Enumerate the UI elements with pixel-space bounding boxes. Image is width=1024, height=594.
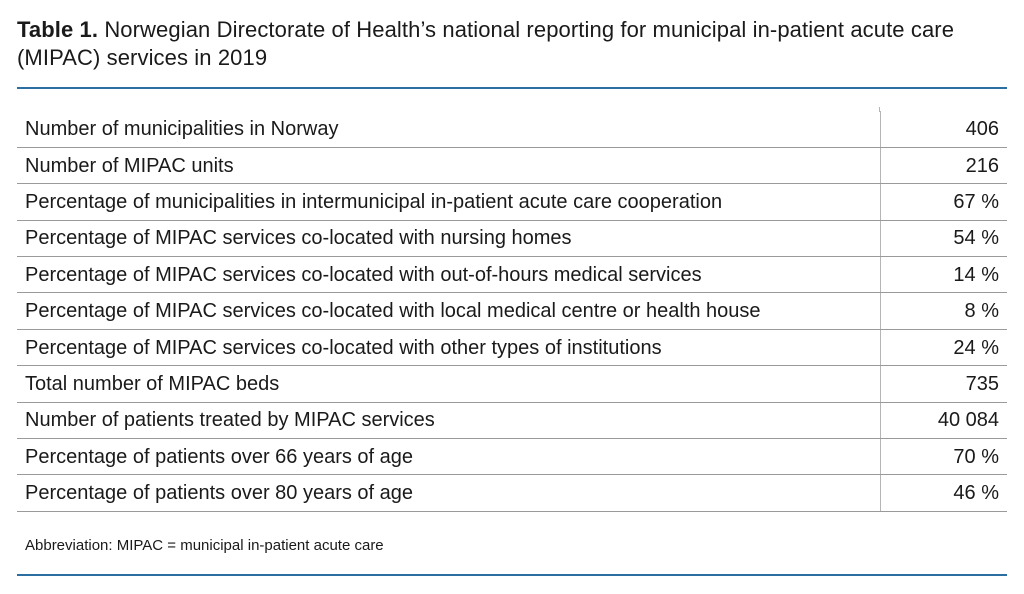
table-row bbox=[17, 184, 1007, 220]
table-row bbox=[17, 257, 1007, 293]
table-caption-label: Table 1. bbox=[17, 17, 99, 42]
row-label: Number of MIPAC units bbox=[17, 147, 880, 183]
table-row bbox=[17, 220, 1007, 256]
row-label: Percentage of patients over 80 years of age bbox=[17, 475, 880, 511]
bottom-rule bbox=[17, 574, 1007, 576]
table-row bbox=[17, 439, 1007, 475]
top-rule bbox=[17, 87, 1007, 89]
row-value: 24 % bbox=[880, 329, 1007, 365]
row-value: 735 bbox=[880, 366, 1007, 402]
table-row bbox=[17, 329, 1007, 365]
table-caption bbox=[17, 16, 1007, 72]
row-label: Number of patients treated by MIPAC services bbox=[17, 402, 880, 438]
data-table bbox=[17, 111, 1007, 512]
table-row bbox=[17, 293, 1007, 329]
table-row bbox=[17, 366, 1007, 402]
table-row bbox=[17, 402, 1007, 438]
row-value: 46 % bbox=[880, 475, 1007, 511]
row-value: 216 bbox=[880, 147, 1007, 183]
row-label: Percentage of MIPAC services co-located with out-of-hours medical services bbox=[17, 257, 880, 293]
table-footnote: Abbreviation: MIPAC = municipal in-patient acute care bbox=[25, 537, 384, 554]
table-row bbox=[17, 111, 1007, 147]
row-label: Percentage of MIPAC services co-located with local medical centre or health house bbox=[17, 293, 880, 329]
row-value: 406 bbox=[880, 111, 1007, 147]
row-label: Percentage of MIPAC services co-located with other types of institutions bbox=[17, 329, 880, 365]
row-value: 40 084 bbox=[880, 402, 1007, 438]
table-row bbox=[17, 147, 1007, 183]
row-value: 54 % bbox=[880, 220, 1007, 256]
row-label: Number of municipalities in Norway bbox=[17, 111, 880, 147]
table-row bbox=[17, 475, 1007, 511]
table-caption-text: Norwegian Directorate of Health’s national reporting for municipal in-patient acute care (MIPAC) services in 2019 bbox=[17, 17, 955, 70]
row-label: Percentage of patients over 66 years of age bbox=[17, 439, 880, 475]
row-label: Total number of MIPAC beds bbox=[17, 366, 880, 402]
row-label: Percentage of municipalities in intermunicipal in-patient acute care cooperation bbox=[17, 184, 880, 220]
row-label: Percentage of MIPAC services co-located with nursing homes bbox=[17, 220, 880, 256]
row-value: 67 % bbox=[880, 184, 1007, 220]
row-value: 70 % bbox=[880, 439, 1007, 475]
row-value: 8 % bbox=[880, 293, 1007, 329]
row-value: 14 % bbox=[880, 257, 1007, 293]
